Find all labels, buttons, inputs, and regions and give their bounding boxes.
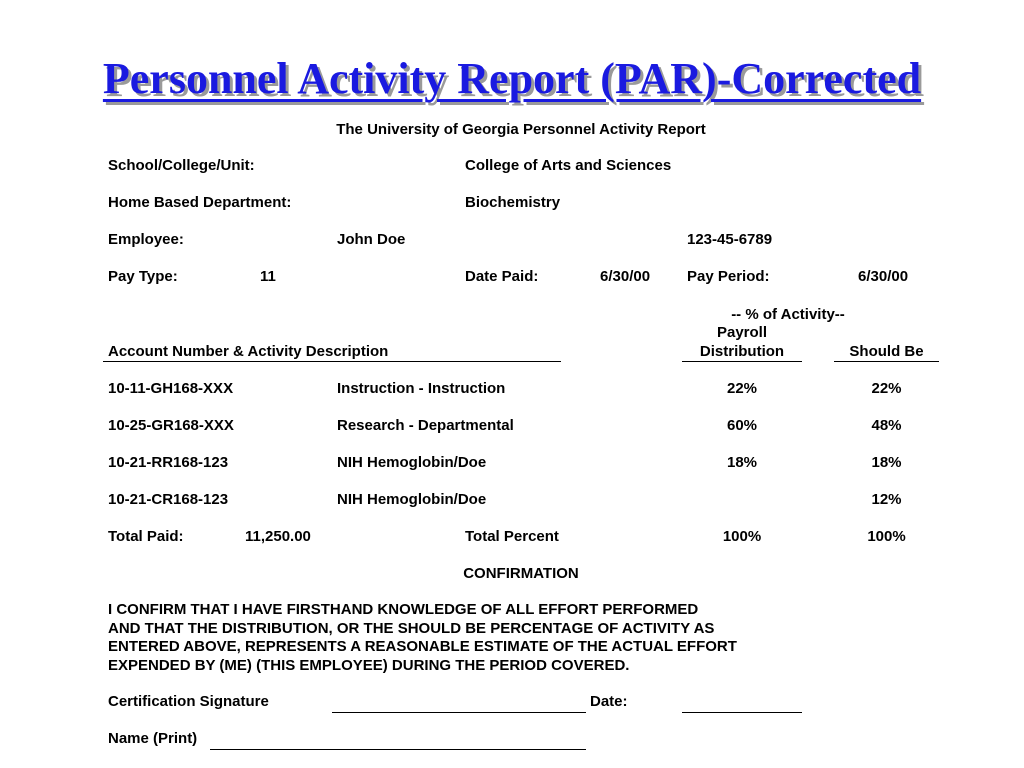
- table-row-payroll: 18%: [726, 454, 758, 471]
- account-header-underline: [103, 361, 561, 362]
- report-title: The University of Georgia Personnel Activity Report: [336, 121, 706, 138]
- payroll-column-header: Distribution: [699, 343, 785, 360]
- total-paid-label: Total Paid:: [108, 528, 184, 545]
- account-column-header: Account Number & Activity Description: [108, 343, 389, 360]
- should-be-total: 100%: [867, 528, 906, 545]
- total-paid-value: 11,250.00: [245, 528, 311, 545]
- date-line[interactable]: [682, 712, 802, 713]
- department-label: Home Based Department:: [108, 194, 292, 211]
- date-label: Date:: [590, 693, 628, 710]
- table-row-description: NIH Hemoglobin/Doe: [337, 454, 487, 471]
- table-row-description: Research - Departmental: [337, 417, 514, 434]
- payroll-heading-line1: Payroll: [716, 324, 768, 341]
- date-paid-value: 6/30/00: [600, 268, 651, 285]
- pay-type-value: 11: [260, 268, 276, 285]
- unit-label: School/College/Unit:: [108, 157, 255, 174]
- confirmation-text-line: EXPENDED BY (ME) (THIS EMPLOYEE) DURING THE PERIOD COVERED.: [108, 657, 630, 674]
- employee-id: 123-45-6789: [687, 231, 773, 248]
- department-value: Biochemistry: [465, 194, 561, 211]
- date-paid-label: Date Paid:: [465, 268, 539, 285]
- confirmation-text-line: AND THAT THE DISTRIBUTION, OR THE SHOULD BE PERCENTAGE OF ACTIVITY AS: [108, 620, 715, 637]
- pay-type-label: Pay Type:: [108, 268, 178, 285]
- slide-title: Personnel Activity Report (PAR)-Corrected: [102, 54, 922, 103]
- table-row-account: 10-21-RR168-123: [108, 454, 229, 471]
- table-row-should-be: 12%: [871, 491, 902, 508]
- payroll-header-underline: [682, 361, 802, 362]
- confirmation-heading: CONFIRMATION: [463, 565, 579, 582]
- employee-name: John Doe: [337, 231, 406, 248]
- should-be-header-underline: [834, 361, 939, 362]
- total-percent-label: Total Percent: [465, 528, 559, 545]
- activity-heading: -- % of Activity--: [731, 306, 845, 323]
- table-row-should-be: 18%: [871, 454, 902, 471]
- unit-value: College of Arts and Sciences: [465, 157, 672, 174]
- table-row-account: 10-25-GR168-XXX: [108, 417, 234, 434]
- signature-line[interactable]: [332, 712, 586, 713]
- confirmation-text-line: ENTERED ABOVE, REPRESENTS A REASONABLE ESTIMATE OF THE ACTUAL EFFORT: [108, 638, 737, 655]
- table-row-payroll: 22%: [726, 380, 758, 397]
- name-print-label: Name (Print): [108, 730, 198, 747]
- confirmation-text-line: I CONFIRM THAT I HAVE FIRSTHAND KNOWLEDGE OF ALL EFFORT PERFORMED: [108, 601, 699, 618]
- table-row-payroll: 60%: [726, 417, 758, 434]
- table-row-should-be: 22%: [871, 380, 902, 397]
- name-print-line[interactable]: [210, 749, 586, 750]
- payroll-total: 100%: [722, 528, 762, 545]
- pay-period-value: 6/30/00: [858, 268, 909, 285]
- table-row-should-be: 48%: [871, 417, 902, 434]
- pay-period-label: Pay Period:: [687, 268, 770, 285]
- table-row-description: Instruction - Instruction: [337, 380, 506, 397]
- table-row-description: NIH Hemoglobin/Doe: [337, 491, 487, 508]
- table-row-account: 10-11-GH168-XXX: [108, 380, 234, 397]
- employee-label: Employee:: [108, 231, 184, 248]
- should-be-column-header: Should Be: [849, 343, 924, 360]
- table-row-account: 10-21-CR168-123: [108, 491, 229, 508]
- signature-label: Certification Signature: [108, 693, 269, 710]
